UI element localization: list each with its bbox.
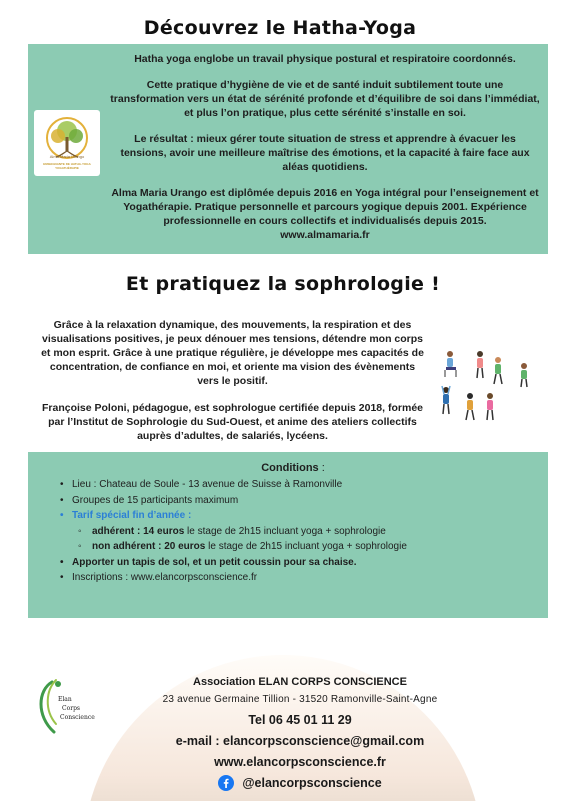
sophro-teacher: Françoise Poloni, pédagogue, est sophrologue certifiée depuis 2018, formée par l’Institut de Sophrologie du Sud-Ouest, et anime des ateliers collectifs auprès d’adultes, de salariés, lycéens. — [41, 402, 423, 442]
condition-inscriptions[interactable]: • Inscriptions : www.elancorpsconscience.fr — [58, 570, 528, 586]
adherent-details: le stage de 2h15 incluant yoga + sophrologie — [184, 525, 386, 537]
non-adherent-price: non adhérent : 20 euros — [92, 541, 206, 552]
sophrology-figures-icon — [436, 350, 546, 440]
elan-logo — [28, 676, 98, 740]
hatha-practice: Cette pratique d’hygiène de vie et de santé induit subtilement toute une transformation vers un état de sérénité profonde et d’équilibre de soi dans l’immédiat, et plus l’on pratique, plus cette sérénité s’installe en soi. — [110, 79, 540, 119]
association-email[interactable]: e-mail : elancorpsconscience@gmail.com — [175, 734, 425, 748]
sophro-description: Grâce à la relaxation dynamique, des mouvements, la respiration et des visualisations positives, je peux dénouer mes tensions, détendre mon corps et mon esprit. Grâce à une pratique régulière, je développe mes capacités de concentration, de confiance en moi, et oriente ma vision des évènements vers le positif. — [41, 319, 424, 387]
association-contact — [110, 676, 490, 796]
association-facebook[interactable] — [218, 775, 381, 791]
elan-logo-line3: Conscience — [60, 714, 95, 721]
facebook-handle: @elancorpsconscience — [242, 776, 382, 790]
condition-groupes: • Groupes de 15 participants maximum — [58, 493, 528, 509]
hatha-website[interactable]: www.almamaria.fr — [280, 229, 370, 241]
non-adherent-details: le stage de 2h15 incluant yoga + sophrologie — [205, 541, 407, 552]
condition-apporter: • Apporter un tapis de sol, et un petit coussin pour sa chaise. — [58, 555, 528, 571]
association-phone[interactable]: Tel 06 45 01 11 29 — [248, 713, 352, 727]
sophro-text — [40, 318, 425, 456]
alma-maria-logo — [34, 110, 100, 176]
conditions — [58, 462, 528, 586]
elan-logo-line1: Elan — [58, 696, 72, 703]
hatha-title: Découvrez le Hatha-Yoga — [143, 17, 417, 39]
conditions-list — [58, 477, 528, 586]
elan-logo-line2: Corps — [62, 705, 80, 712]
hatha-intro: Hatha yoga englobe un travail physique postural et respiratoire coordonnés. — [134, 53, 516, 65]
association-name: Association ELAN CORPS CONSCIENCE — [193, 676, 407, 688]
hatha-result: Le résultat : mieux gérer toute situation de stress et apprendre à évacuer les tensions, avoir une meilleure maîtrise des émotions, et la capacité à faire face aux aléas quotidiens. — [120, 133, 530, 173]
condition-adherent — [58, 524, 528, 540]
condition-lieu: • Lieu : Chateau de Soule - 13 avenue de Suisse à Ramonville — [58, 477, 528, 493]
conditions-heading-label: Conditions — [261, 462, 319, 474]
hatha-text — [110, 52, 540, 242]
conditions-heading — [58, 462, 528, 474]
association-address: 23 avenue Germaine Tillion - 31520 Ramonville-Saint-Agne — [162, 694, 438, 705]
logo-subtitle: ENSEIGNANTE DE HATHA-YOGA YOGATHÉRAPIE — [43, 162, 91, 170]
association-website[interactable]: www.elancorpsconscience.fr — [214, 755, 386, 769]
conditions-heading-colon: : — [318, 462, 325, 474]
condition-tarif: • Tarif spécial fin d’année : — [58, 508, 528, 524]
condition-non-adherent — [58, 539, 528, 555]
logo-name: Alma Maria Urango — [49, 154, 85, 159]
adherent-price: adhérent : 14 euros — [92, 525, 185, 537]
sophro-title: Et pratiquez la sophrologie ! — [125, 273, 441, 295]
facebook-icon — [218, 775, 234, 791]
hatha-teacher: Alma Maria Urango est diplômée depuis 2016 en Yoga intégral pour l’enseignement et Yogathérapie. Pratique personnelle et parcours yogique depuis 2001. Expérience professionnelle en cours collectifs et individualisés depuis 2015. — [111, 187, 539, 227]
